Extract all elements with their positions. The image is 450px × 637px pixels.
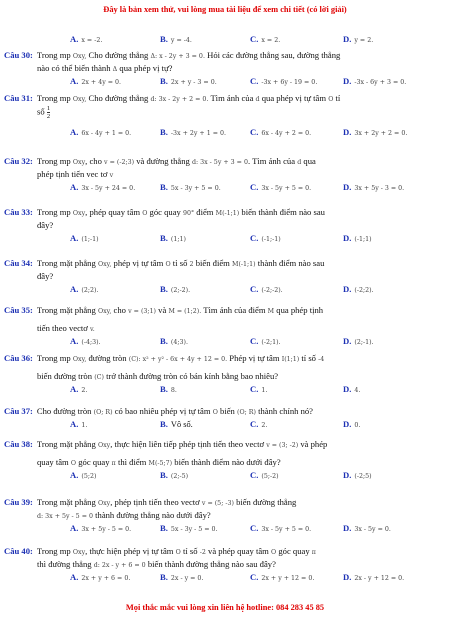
question-number: Câu 37:: [4, 406, 33, 416]
options-row: [37, 75, 438, 88]
option-a: A. (5;2): [70, 470, 97, 480]
hotline-footer: Mọi thắc mắc vui lòng xin liên hệ hotline: 084 283 45 85: [125, 603, 325, 612]
question-36: Câu 36: Trong mp Oxy, đường tròn (C): x² + y² - 6x + 4y + 12 = 0. Phép vị tự tâm I(1;1) tỉ số -4 biến đường tròn (C) trở thành đường tròn có bán kính bằng bao nhiêu? A. 2. B. 8. C. 1. D. 4.: [37, 352, 438, 396]
option-d: D. 3x + 2y + 2 = 0.: [343, 127, 408, 137]
options-row: [37, 522, 438, 535]
fraction-one-half: $\frac{1}{2}$: [46, 105, 51, 120]
question-35: Câu 35: Trong mặt phẳng Oxy, cho v = (3;1) và M = (1;2). Tìm ảnh của điểm M qua phép tịnh tiến theo vectơ v. A. (-4;3). B. (4;3). C. (-2;1). D. (2;-1).: [37, 304, 438, 348]
question-number: Câu 40:: [4, 546, 33, 556]
option-b: B. (1;1): [160, 233, 186, 243]
option-a: A. x = -2.: [70, 34, 103, 44]
option-c: C. 2.: [250, 419, 268, 429]
option-d: D. (-2;5): [343, 470, 372, 480]
question-number: Câu 38:: [4, 439, 33, 449]
option-a: A. 6x - 4y + 1 = 0.: [70, 127, 132, 137]
question-38: Câu 38: Trong mặt phẳng Oxy, thực hiện liên tiếp phép tịnh tiến theo vectơ v = (3; -2) và phép quay tâm O góc quay π thì điểm M(-5;7) biến thành điểm nào dưới đây? A. (5;2) B. (2;-5) C. (5;-2) D. (-2;5): [37, 438, 438, 482]
option-a: A. 2x + 4y = 0.: [70, 76, 122, 86]
option-a: A. (2;2).: [70, 284, 99, 294]
option-d: D. 0.: [343, 419, 361, 429]
question-number: Câu 31:: [4, 93, 33, 103]
option-b: B. (2;-5): [160, 470, 189, 480]
option-a: A. 3x - 5y + 24 = 0.: [70, 182, 136, 192]
option-b: B. y = -4.: [160, 34, 192, 44]
option-a: A. 2.: [70, 384, 88, 394]
question-number: Câu 33:: [4, 207, 33, 217]
question-34: Câu 34: Trong mặt phẳng Oxy, phép vị tự tâm O tỉ số 2 biến điểm M(-1;1) thành điểm nào sau đây? A. (2;2). B. (2;-2). C. (-2;-2). D. (-2;2).: [37, 257, 438, 296]
option-d: D. (-2;2).: [343, 284, 374, 294]
option-b: B. 5x - 3y + 5 = 0.: [160, 182, 221, 192]
option-c: C. (-2;1).: [250, 336, 281, 346]
option-b: B. -3x + 2y + 1 = 0.: [160, 127, 226, 137]
option-d: D. -3x - 6y + 3 = 0.: [343, 76, 407, 86]
option-d: D. (-1;1): [343, 233, 372, 243]
option-d: D. 3x + 5y - 3 = 0.: [343, 182, 405, 192]
options-row: [37, 232, 438, 245]
option-c: C. 6x - 4y + 2 = 0.: [250, 127, 312, 137]
option-a: A. (1;-1): [70, 233, 99, 243]
option-c: C. (5;-2): [250, 470, 279, 480]
option-d: D. 4.: [343, 384, 361, 394]
options-row: [37, 383, 438, 396]
question-39: Câu 39: Trong mặt phẳng Oxy, phép tịnh tiến theo vectơ v = (5; -3) biến đường thẳng d: 3x + 5y - 5 = 0 thành đường thẳng nào dưới đây? A. 3x + 5y - 5 = 0. B. 5x - 3y - 5 = 0. C. 3x - 5y + 5 = 0. D. 3x - 5y = 0.: [37, 496, 438, 535]
preview-banner: Đây là bản xem thử, vui lòng mua tài liệu để xem chi tiết (có lời giải): [103, 5, 347, 14]
option-c: C. 3x - 5y + 5 = 0.: [250, 182, 312, 192]
option-c: C. -3x + 6y - 19 = 0.: [250, 76, 318, 86]
option-b: B. 2x - y = 0.: [160, 572, 204, 582]
options-row: [37, 335, 438, 348]
options-row: [37, 126, 438, 139]
question-32: Câu 32: Trong mp Oxy, cho v = (-2;3) và đường thẳng d: 3x - 5y + 3 = 0. Tìm ảnh của d qua phép tịnh tiến vec tơ v A. 3x - 5y + 24 = 0. B. 5x - 3y + 5 = 0. C. 3x - 5y + 5 = 0. D. 3x + 5y - 3 = 0.: [37, 155, 438, 194]
option-a: A. 3x + 5y - 5 = 0.: [70, 523, 132, 533]
option-b: B. 2x + y - 3 = 0.: [160, 76, 217, 86]
option-c: C. 3x - 5y + 5 = 0.: [250, 523, 312, 533]
option-c: C. (-1;-1): [250, 233, 281, 243]
options-row: [37, 418, 438, 431]
question-30: Câu 30: Trong mp Oxy, Cho đường thẳng Δ: x - 2y + 3 = 0. Hỏi các đường thẳng sau, đường thẳng nào có thể biến thành Δ qua phép vị tự? A. 2x + 4y = 0. B. 2x + y - 3 = 0. C. -3x + 6y - 19 = 0. D. -3x - 6y + 3 = 0.: [37, 49, 438, 88]
question-29: [37, 33, 438, 46]
options-row: [37, 283, 438, 296]
option-b: B. (4;3).: [160, 336, 188, 346]
options-row: [37, 181, 438, 194]
option-a: A. (-4;3).: [70, 336, 101, 346]
question-number: Câu 35:: [4, 305, 33, 315]
options-row: [37, 33, 438, 46]
question-31: Câu 31: Trong mp Oxy, Cho đường thẳng d: 3x - 2y + 2 = 0. Tìm ảnh của d qua phép vị tự tâm O tỉ số $\frac{1}{2}$ A. 6x - 4y + 1 = 0. B. -3x + 2y + 1 = 0. C. 6x - 4y + 2 = 0. D. 3x + 2y + 2 = 0.: [37, 92, 438, 139]
question-40: Câu 40: Trong mp Oxy, thực hiện phép vị tự tâm O tỉ số -2 và phép quay tâm O góc quay π thì đường thẳng d: 2x - y + 6 = 0 biến thành đường thẳng nào sau đây? A. 2x + y + 6 = 0. B. 2x - y = 0. C. 2x + y + 12 = 0. D. 2x - y + 12 = 0.: [37, 545, 438, 584]
option-c: C. 2x + y + 12 = 0.: [250, 572, 315, 582]
option-b: B. (2;-2).: [160, 284, 191, 294]
option-c: C. 1.: [250, 384, 268, 394]
question-number: Câu 34:: [4, 258, 33, 268]
options-row: [37, 469, 438, 482]
question-33: Câu 33: Trong mp Oxy, phép quay tâm O góc quay 90° điểm M(-1;1) biến thành điểm nào sau đây? A. (1;-1) B. (1;1) C. (-1;-1) D. (-1;1): [37, 206, 438, 245]
question-37: Câu 37: Cho đường tròn (O; R) có bao nhiêu phép vị tự tâm O biến (O; R) thành chính nó? A. 1. B. Vô số. C. 2. D. 0.: [37, 405, 438, 431]
option-a: A. 2x + y + 6 = 0.: [70, 572, 131, 582]
question-number: Câu 30:: [4, 50, 33, 60]
question-number: Câu 39:: [4, 497, 33, 507]
option-c: C. x = 2.: [250, 34, 281, 44]
option-b: B. Vô số.: [160, 419, 193, 429]
option-d: D. 2x - y + 12 = 0.: [343, 572, 405, 582]
option-b: B. 5x - 3y - 5 = 0.: [160, 523, 218, 533]
question-number: Câu 36:: [4, 353, 33, 363]
option-d: D. 3x - 5y = 0.: [343, 523, 391, 533]
option-a: A. 1.: [70, 419, 88, 429]
question-number: Câu 32:: [4, 156, 33, 166]
option-d: D. (2;-1).: [343, 336, 374, 346]
option-d: D. y = 2.: [343, 34, 374, 44]
option-b: B. 8.: [160, 384, 177, 394]
option-c: C. (-2;-2).: [250, 284, 283, 294]
options-row: [37, 571, 438, 584]
